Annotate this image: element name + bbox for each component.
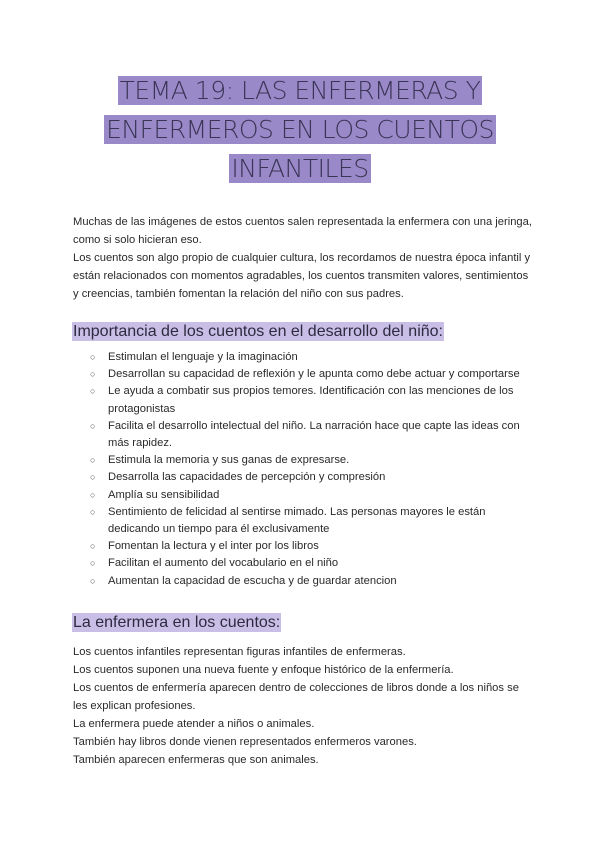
intro-paragraphs [73, 213, 533, 303]
paragraph: También hay libros donde vienen representados enfermeros varones. [73, 736, 417, 748]
list-item-text: Sentimiento de felicidad al sentirse mimado. Las personas mayores le están dedicando un tiempo para él exclusivamente [108, 505, 486, 536]
circle-bullet-icon: ○ [90, 541, 96, 552]
circle-bullet-icon: ○ [90, 369, 96, 380]
circle-bullet-icon: ○ [90, 472, 96, 483]
section-heading-nurse-in-stories [72, 612, 281, 634]
list-item [90, 383, 530, 417]
circle-bullet-icon: ○ [90, 352, 96, 362]
list-item [90, 487, 530, 504]
paragraph: La enfermera puede atender a niños o animales. [73, 718, 315, 730]
section-heading-importance [72, 321, 444, 343]
paragraph: Los cuentos de enfermería aparecen dentro de colecciones de libros donde a los niños se les explican profesiones. [73, 682, 519, 712]
intro-paragraph: Muchas de las imágenes de estos cuentos salen representada la enfermera con una jeringa, como si solo hicieran eso. [73, 216, 532, 246]
section-heading-text: Importancia de los cuentos en el desarrollo del niño: [73, 323, 443, 340]
list-item [90, 469, 530, 486]
list-item-text: Amplía su sensibilidad [108, 488, 220, 501]
list-item-text: Estimulan el lenguaje y la imaginación [108, 351, 298, 363]
list-item-text: Desarrolla las capacidades de percepción y compresión [108, 471, 386, 484]
intro-paragraph: Los cuentos son algo propio de cualquier cultura, los recordamos de nuestra época infantil y están relacionados con momentos agradables, los cuentos transmiten valores, sentimientos y creencias, también fomentan la relación del niño con sus padres. [73, 252, 531, 300]
list-item-text: Desarrollan su capacidad de reflexión y le apunta como debe actuar y comportarse [108, 368, 520, 381]
importance-list [90, 349, 530, 590]
list-item-text: Facilitan el aumento del vocabulario en el niño [108, 557, 339, 570]
nurse-in-stories-paragraphs [73, 643, 533, 769]
title-line-text: INFANTILES [231, 154, 369, 183]
list-item [90, 538, 530, 555]
list-item [90, 418, 530, 452]
paragraph: Los cuentos suponen una nueva fuente y enfoque histórico de la enfermería. [73, 664, 454, 676]
section-heading-text: La enfermera en los cuentos: [73, 614, 281, 631]
list-item [90, 366, 530, 383]
title-line [0, 110, 600, 149]
list-item [90, 504, 530, 538]
list-item-text: Aumentan la capacidad de escucha y de guardar atencion [108, 574, 397, 587]
title-line [0, 149, 600, 188]
title-line [0, 71, 600, 110]
title-line-text: TEMA 19: LAS ENFERMERAS Y [119, 76, 481, 105]
list-item-text: Fomentan la lectura y el inter por los libros [108, 540, 319, 553]
list-item-text: Estimula la memoria y sus ganas de expresarse. [108, 454, 350, 467]
list-item-text: Facilita el desarrollo intelectual del niño. La narración hace que capte las ideas con más rapidez. [108, 419, 520, 450]
list-item-text: Le ayuda a combatir sus propios temores. Identificación con las menciones de los protagonistas [108, 385, 514, 415]
list-item [90, 452, 530, 469]
circle-bullet-icon: ○ [90, 558, 96, 569]
list-item [90, 349, 530, 366]
circle-bullet-icon: ○ [90, 455, 96, 466]
circle-bullet-icon: ○ [90, 506, 96, 517]
list-item [90, 555, 530, 572]
circle-bullet-icon: ○ [90, 386, 96, 397]
circle-bullet-icon: ○ [90, 489, 96, 500]
circle-bullet-icon: ○ [90, 575, 96, 586]
title-line-text: ENFERMEROS EN LOS CUENTOS [106, 115, 494, 144]
list-item [90, 573, 530, 590]
paragraph: También aparecen enfermeras que son animales. [73, 754, 319, 766]
paragraph: Los cuentos infantiles representan figuras infantiles de enfermeras. [73, 646, 406, 658]
circle-bullet-icon: ○ [90, 420, 96, 431]
document-title [0, 71, 600, 188]
